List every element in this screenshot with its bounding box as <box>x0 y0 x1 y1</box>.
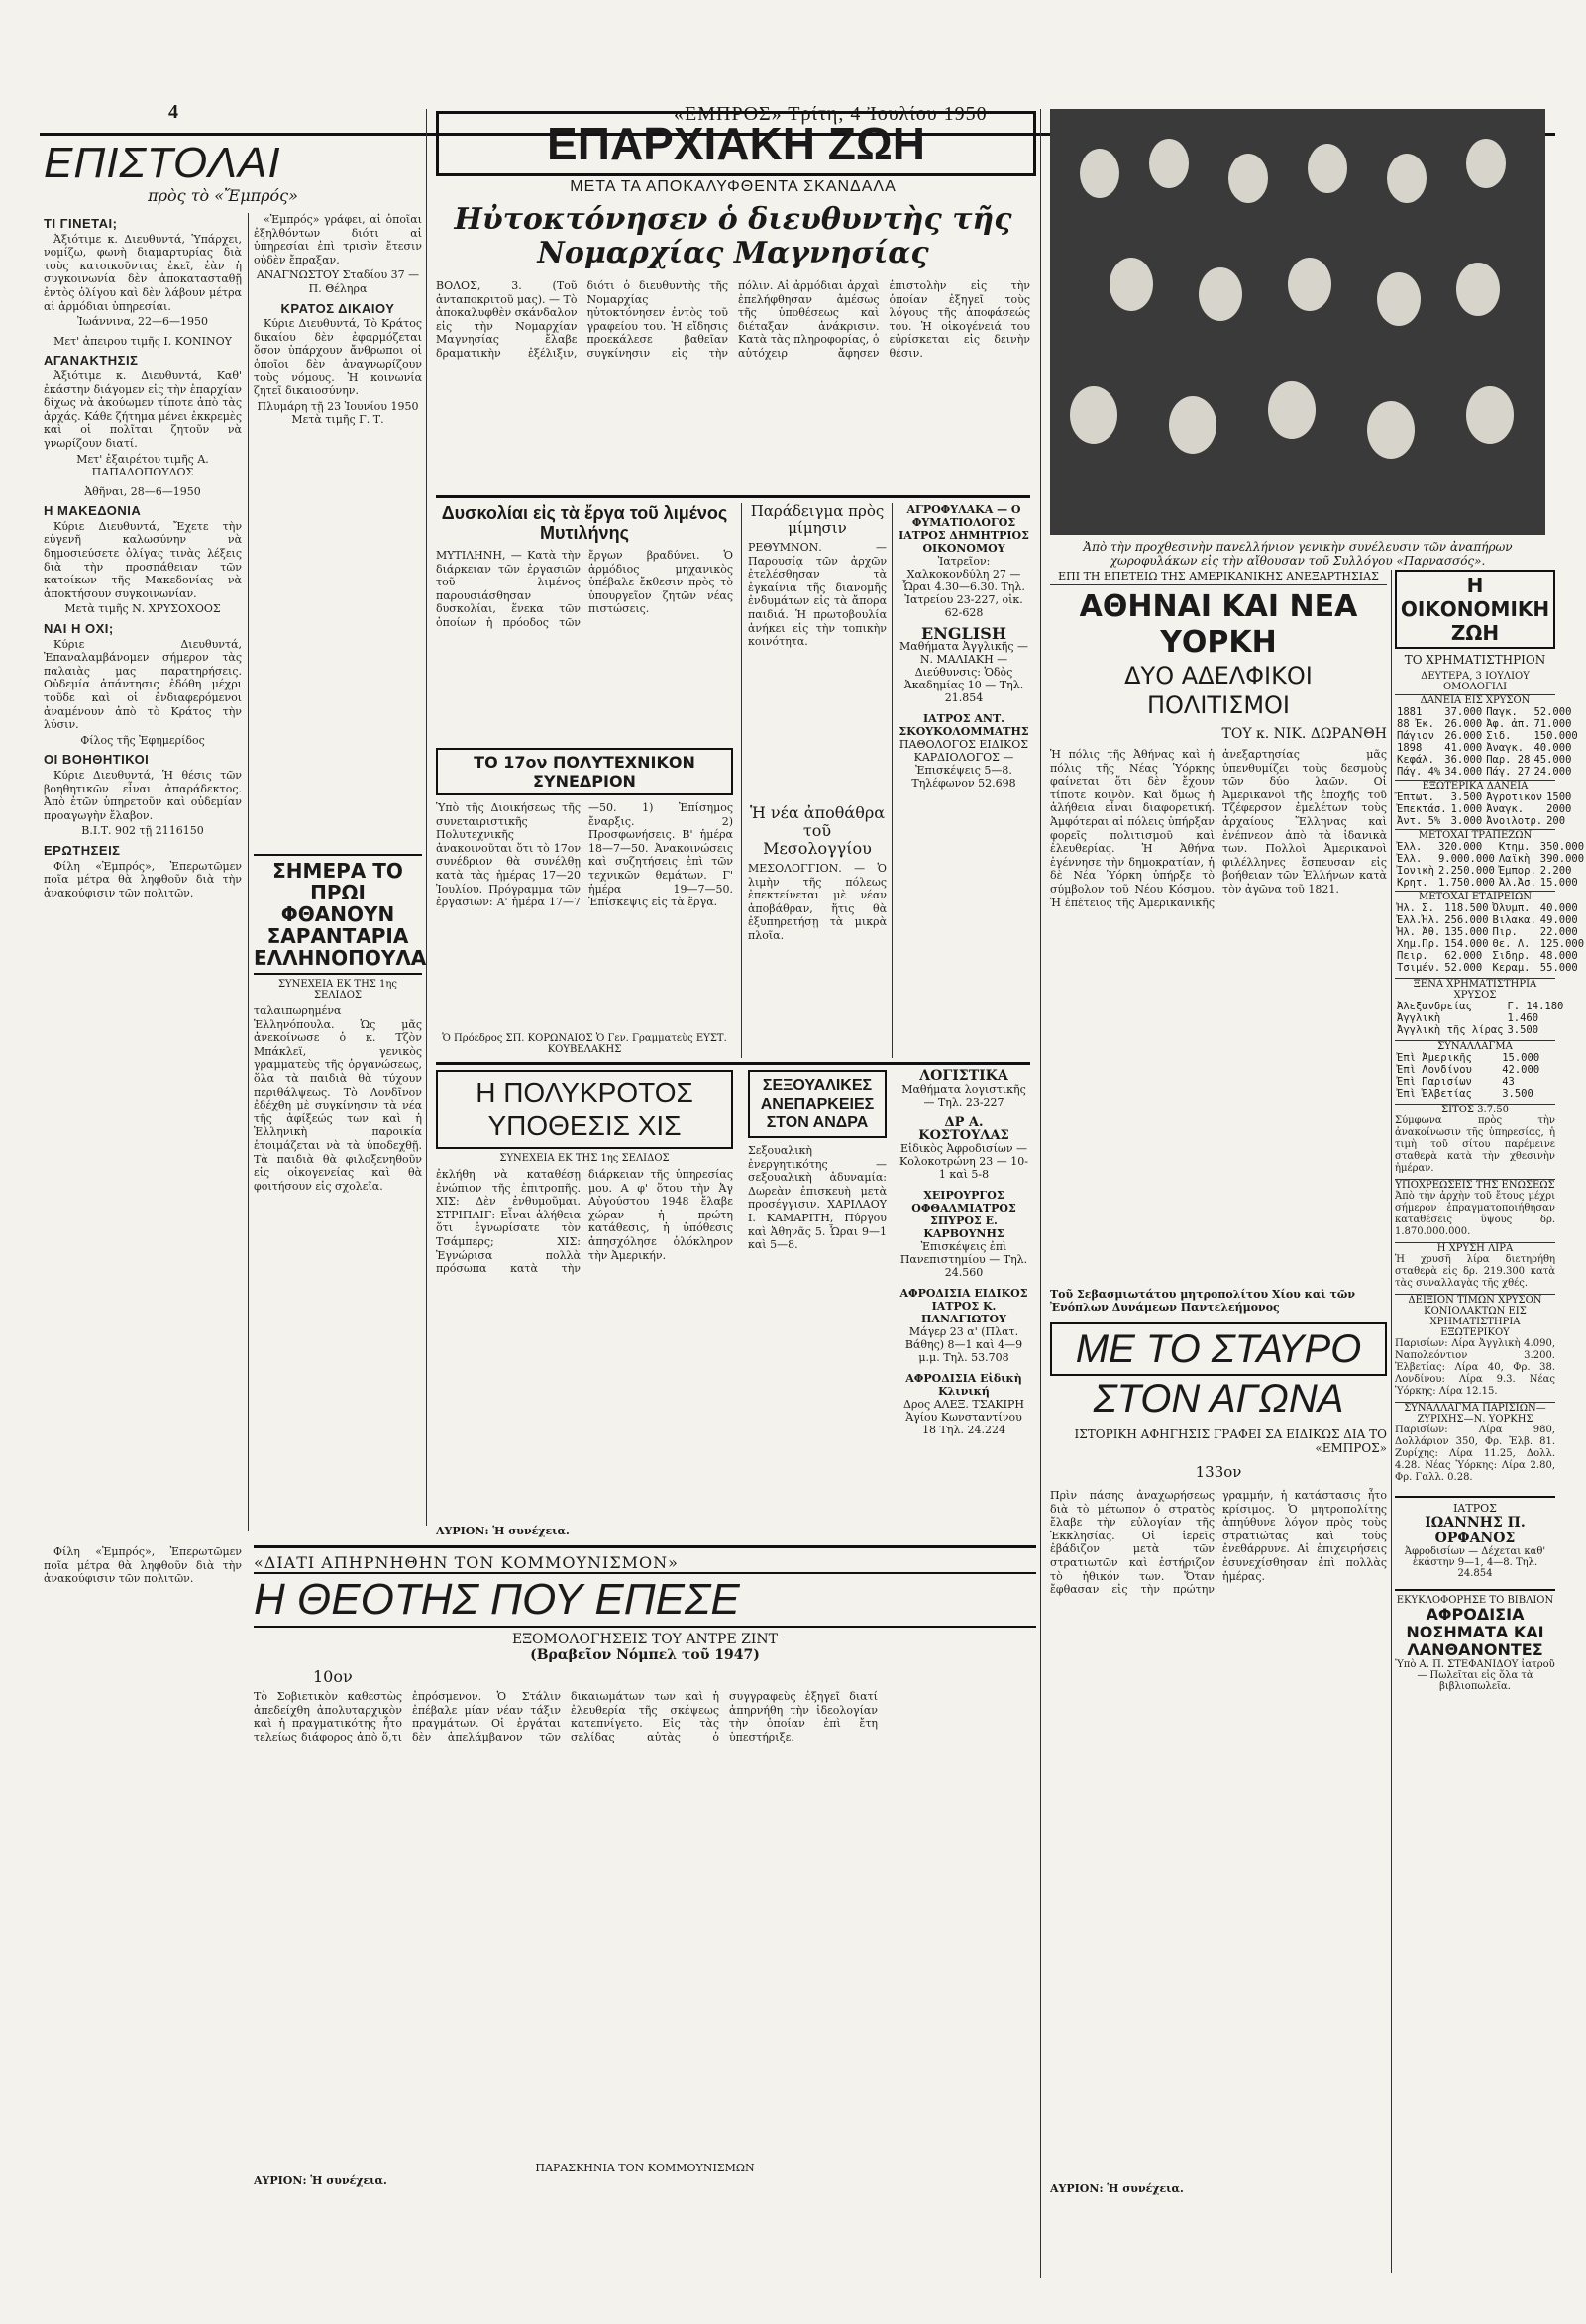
bishop-caption: Τοῦ Σεβασμιωτάτου μητροπολίτου Χίου καὶ τῶν Ἐνόπλων Δυνάμεων Παντελεήμονος <box>1050 1288 1355 1314</box>
table-row: Ἐπὶ Ἑλβετίας 3.500 <box>1397 1088 1533 1100</box>
communism-subtitle: ΕΞΟΜΟΛΟΓΗΣΕΙΣ ΤΟΥ ΑΝΤΡΕ ΖΙΝΤ <box>511 1632 778 1647</box>
ad-body: Σεξουαλικὴ ἐνεργητικότης — σεξουαλικὴ ἀδυναμία: Δωρεὰν ἐπισκευὴ μετὰ προσέγγισιν. ΧΑΡΙΛΑΟΥ Ι. ΚΑΜΑΡΙΤΗ, Πύργου καὶ Ἀθηνᾶς 5. Ὧραι 9—1 καὶ 5—8. <box>748 1144 887 1252</box>
banks-title: ΜΕΤΟΧΑΙ ΤΡΑΠΕΖΩΝ <box>1395 829 1555 841</box>
page-number: 4 <box>168 101 178 123</box>
grain-body: Σύμφωνα πρὸς τὴν ἀνακοίνωσιν τῆς ὑπηρεσίας, ἡ τιμὴ τοῦ σίτου παρέμεινε σταθερὰ κατὰ τὴν χθεσινὴν ἡμέραν. <box>1395 1115 1555 1174</box>
ad-title: ΛΟΓΙΣΤΙΚΑ <box>919 1068 1008 1084</box>
banks-table <box>1395 841 1586 889</box>
cross-installment: 133ον <box>1195 1463 1242 1481</box>
grain-title: ΣΙΤΟΣ 3.7.50 <box>1395 1104 1555 1115</box>
ext-loans-title: ΕΞΩΤΕΡΙΚΑ ΔΑΝΕΙΑ <box>1395 780 1555 792</box>
letter-body: Ἀξιότιμε κ. Διευθυντά, Καθ' ἐκάστην διάγομεν εἰς τὴν ἐπαρχίαν δίχως νὰ ἀκούωμεν τίποτε ἀπὸ τὰς ἀρχάς. Κάθε ζήτημα μένει ἐκκρεμὲς καὶ οἱ πολῖται ζητοῦν νὰ γνωρίζουν διατί. <box>44 369 242 450</box>
communism-installment: 10ον <box>313 1667 353 1686</box>
ad-body: ΠΑΘΟΛΟΓΟΣ ΕΙΔΙΚΟΣ ΚΑΡΔΙΟΛΟΓΟΣ — Ἐπισκέψεις 5—8. Τηλέφωνον 52.698 <box>899 738 1029 790</box>
letter-item <box>44 504 242 616</box>
congress-article <box>436 748 733 1055</box>
cyprus-byline: ΣΥΝΕΧΕΙΑ ΕΚ ΤΗΣ 1ης ΣΕΛΙΔΟΣ <box>277 979 398 1001</box>
chis-continuation: ΑΥΡΙΟΝ: Ἡ συνέχεια. <box>436 1525 570 1537</box>
table-row: 88 Ἐκ. 26.000 Ἀφ. ἀπ. 71.000 <box>1397 718 1572 730</box>
loans-table <box>1395 706 1580 778</box>
table-row: Ἐλλ.Ἠλ. 256.000 Βιλακα. 49.000 <box>1397 914 1578 926</box>
ad-title: ΑΦΡΟΔΙΣΙΑ ΝΟΣΗΜΑΤΑ ΚΑΙ ΛΑΝΘΑΝΟΝΤΕΣ <box>1406 1605 1544 1659</box>
letter-sign: Μετὰ τιμῆς Ν. ΧΡΥΣΟΧΟΟΣ <box>64 602 221 616</box>
cross-subtitle: ΙΣΤΟΡΙΚΗ ΑΦΗΓΗΣΙΣ ΓΡΑΦΕΙ ΣΑ ΕΙΔΙΚΩΣ ΔΙΑ ΤΟ «ΕΜΠΡΟΣ» <box>1074 1427 1387 1455</box>
example-article <box>748 503 887 1058</box>
table-row: Ἐλλ. 9.000.000 Λαϊκὴ 390.000 <box>1397 853 1585 865</box>
letter-title: ΝΑΙ Η ΟΧΙ; <box>44 621 114 637</box>
communism-body: Τὸ Σοβιετικὸν καθεστὼς ἀπεδείχθη ἀπολυταρχικὸν καὶ ἡ πραγματικότης ἦτο τελείως διάφορος ἀπὸ ὅ,τι ἐπρόσμενον. Ὁ Στάλιν ἐπέβαλε μίαν νέαν τάξιν πραγμάτων. Οἱ ἐργάται δὲν ἀπελάμβανον τῶν δικαιωμάτων των καὶ ἡ ἐλευθερία τῆς σκέψεως κατεπνίγετο. Εἰς τὰς σελίδας αὐτὰς ὁ συγγραφεὺς ἐξηγεῖ διατί ἀπηρνήθη τὴν ἰδεολογίαν τὴν ὁποίαν ἐπὶ ἔτη ὑπεστήριξε. <box>254 1690 878 1743</box>
table-row: Χημ.Πρ. 154.000 Θε. Λ. 125.000 <box>1397 938 1585 950</box>
letter-title: ΑΓΑΝΑΚΤΗΣΙΣ <box>44 353 139 369</box>
mytilene-title: Δυσκολίαι εἰς τὰ ἔργα τοῦ λιμένος Μυτιλήνης <box>441 503 728 543</box>
letters-column-2 <box>254 213 422 847</box>
communism-prize: (Βραβεῖον Νόμπελ τοῦ 1947) <box>530 1647 760 1663</box>
letter-date: Ἰωάννινα, 22—6—1950 <box>77 315 208 329</box>
main-kicker: ΜΕΤΑ ΤΑ ΑΠΟΚΑΛΥΦΘΕΝΤΑ ΣΚΑΝΔΑΛΑ <box>570 178 897 195</box>
table-row: Ἀντ. 5% 3.000 Ἀνοιλοτρ. 200 <box>1397 815 1566 827</box>
cyprus-title: ΣΗΜΕΡΑ ΤΟ ΠΡΩΙ ΦΘΑΝΟΥΝ ΣΑΡΑΝΤΑΡΙΑ ΕΛΛΗΝΟΠΟΥΛΑ <box>254 854 422 975</box>
col2-signature: ΑΝΑΓΝΩΣΤΟΥ Σταδίου 37 — Π. Θέληρα <box>256 268 420 295</box>
ny-title: ΔΕΙΞΙΟΝ ΤΙΜΩΝ ΧΡΥΣΟΝ ΚΟΝΙΟΛΑΚΤΩΝ ΕΙΣ ΧΡΗΜΑΤΙΣΤΗΡΙΑ ΕΞΩΤΕΡΙΚΟΥ <box>1395 1294 1555 1338</box>
column-rule <box>892 503 893 1058</box>
letter-title: ΕΡΩΤΗΣΕΙΣ <box>44 842 121 858</box>
exchange-table <box>1395 1052 1555 1100</box>
table-row: Ἰονικὴ 2.250.000 Ἐμπορ. 2.200 <box>1397 865 1572 877</box>
table-row: Ἠλ. Ἀθ. 135.000 Πιρ. 22.000 <box>1397 926 1578 938</box>
column-rule <box>1040 109 1041 2278</box>
letter-item <box>44 844 242 899</box>
example-title: Παράδειγμα πρὸς μίμησιν <box>750 502 885 537</box>
photo-group <box>1050 109 1545 535</box>
cross-continuation: ΑΥΡΙΟΝ: Ἡ συνέχεια. <box>1050 2182 1184 2195</box>
chis-byline: ΣΥΝΕΧΕΙΑ ΕΚ ΤΗΣ 1ης ΣΕΛΙΔΟΣ <box>499 1153 670 1164</box>
ad-title: ΙΑΤΡΟΣ ΑΝΤ. ΣΚΟΥΚΟΛΟΜΜΑΤΗΣ <box>899 712 1029 738</box>
table-row: Ἔπτωτ. 3.500 Ἀγροτικὸν 1500 <box>1397 792 1572 803</box>
ad-weakness <box>748 1070 887 1367</box>
table-row: Ἀγγλικὴ τῆς λίρας 3.500 <box>1397 1024 1539 1036</box>
photo-caption: Ἀπὸ τὴν προχθεσινὴν πανελλήνιον γενικὴν συνέλευσιν τῶν ἀναπήρων χωροφυλάκων εἰς τὴν αἴθουσαν τοῦ Συλλόγου «Παρνασσός». <box>1083 540 1513 568</box>
congress-body: Ὑπὸ τῆς Διοικήσεως τῆς συνεταιριστικῆς Πολυτεχνικῆς ἀνακοινοῦται ὅτι τὸ 17ον συνέδριον θὰ συνέλθῃ κατὰ τὰς ἡμέρας 17—20 Ἰουλίου. Πρόγραμμα τῶν ἐργασιῶν: Α' ἡμέρα 17—7—50. 1) Ἐπίσημος ἔναρξις. 2) Προσφωνήσεις. Β' ἡμέρα 18—7—50. Ἀνακοινώσεις καὶ συζητήσεις ἐπὶ τῶν τεχνικῶν θεμάτων. Γ' ἡμέρα 19—7—50. Ἐπίσκεψις εἰς τὰ ἔργα. <box>436 801 733 909</box>
letters-subheading: πρὸς τὸ «Ἔμπρός» <box>148 186 298 205</box>
table-row: Ἐπεκτάσ. 1.000 Ἀναγκ. 2000 <box>1397 803 1572 815</box>
ads-column <box>898 503 1030 1058</box>
letter-body: Ἀξιότιμε κ. Διευθυντά, Ὑπάρχει, νομίζω, φωνὴ διαμαρτυρίας διὰ τοὺς κατοικοῦντας ἐκεῖ, ἐὰν ἡ συγκοινωνία δὲν ἀποκατασταθῇ ἐντὸς ὀλίγου καὶ δὲν λάβουν μέτρα αἱ ἀρμόδιαι ὑπηρεσίαι. <box>44 232 242 313</box>
letter-item <box>44 753 242 838</box>
cyprus-body: ταλαιπωρημένα Ἑλληνόπουλα. Ὡς μᾶς ἀνεκοίνωσε ὁ κ. Τζὸν Μπάκλεϊ, γενικὸς γραμματεὺς τῆς ὀργανώσεως, ὅλα τὰ παιδιὰ θὰ τύχουν περιθάλψεως. Τὸ Λονδῖνον ἐδέχθη μὲ συγκίνησιν τὰ νέα τῆς ἀφίξεώς των καὶ ἡ Ἑλληνικὴ παροικία ἑτοιμάζεται νὰ τὰ ὑποδεχθῇ. Τὰ παιδιὰ θὰ φιλοξενηθοῦν εἰς οἰκογενείας καὶ θὰ φοιτήσουν εἰς σχολεῖα. <box>254 1004 422 1193</box>
ad-body: Μαθήματα λογιστικῆς — Τηλ. 23-227 <box>901 1083 1026 1109</box>
letter-item <box>44 217 242 348</box>
table-row: Ἠλ. Σ. 118.500 Ὀλυμπ. 40.000 <box>1397 902 1578 914</box>
communism-footer: ΠΑΡΑΣΚΗΝΙΑ ΤΟΝ ΚΟΜΜΟΥΝΙΣΜΩΝ <box>535 2162 755 2174</box>
america-article <box>1050 570 1387 1283</box>
ad-kicker: ΙΑΤΡΟΣ <box>1453 1502 1497 1515</box>
ad-title: ΙΩΑΝΝΗΣ Π. ΟΡΦΑΝΟΣ <box>1425 1515 1526 1546</box>
ad-doctor <box>898 503 1030 619</box>
congress-title: ΤΟ 17ον ΠΟΛΥΤΕΧΝΙΚΟΝ ΣΥΝΕΔΡΙΟΝ <box>436 748 733 795</box>
ad-doctor <box>898 1116 1030 1181</box>
table-row: Πάγ. 4% 34.000 Πάγ. 27 24.000 <box>1397 766 1572 778</box>
example-subbody: ΜΕΣΟΛΟΓΓΙΟΝ. — Ὁ λιμὴν τῆς πόλεως ἐπεκτείνεται μὲ νέαν ἀποβάθραν, ἥτις θὰ ἐξυπηρετήσῃ τὰ μικρὰ πλοῖα. <box>748 862 887 942</box>
ad-book <box>1395 1589 1555 1692</box>
ad-title: ENGLISH <box>921 624 1006 643</box>
main-body: ΒΟΛΟΣ, 3. (Τοῦ ἀνταποκριτοῦ μας). — Τὸ ἀποκαλυφθὲν σκάνδαλον εἰς τὴν Νομαρχίαν Μαγνησίας ἔλαβε δραματικὴν ἐξέλιξιν, διότι ὁ διευθυντὴς τῆς Νομαρχίας ηὐτοκτόνησεν ἐντὸς τοῦ γραφείου του. Ἡ εἴδησις προεκάλεσε βαθεῖαν συγκίνησιν εἰς τὴν πόλιν. Αἱ ἀρμόδιαι ἀρχαὶ ἐπελήφθησαν ἀμέσως τῆς ὑποθέσεως καὶ διέταξαν ἀνάκρισιν. Κατὰ τὰς πληροφορίας, ὁ αὐτόχειρ ἄφησεν ἐπιστολὴν εἰς τὴν ὁποίαν ἐξηγεῖ τοὺς λόγους τῆς ἀποφάσεώς του. Ἡ οἰκογένειά του εὑρίσκεται εἰς δεινὴν θέσιν. <box>436 279 1030 360</box>
deposits-body: Ἀπὸ τὴν ἀρχὴν τοῦ ἔτους μέχρι σήμερον ἐπραγματοποιήθησαν καταθέσεις ὕψους δρ. 1.870.000.000. <box>1395 1191 1555 1237</box>
letter-date: Ἀθῆναι, 28—6—1950 <box>84 484 201 498</box>
letter-body: Φίλη «Ἐμπρός», Ἐπερωτῶμεν ποῖα μέτρα θὰ ληφθοῦν διὰ τὴν ἀνακούφισιν τῶν πολιτῶν. <box>44 859 242 899</box>
letter-item <box>44 622 242 747</box>
ad-clinic <box>898 1372 1030 1436</box>
gold-title: ΧΡΥΣΟΣ <box>1453 990 1497 1001</box>
letter-sign: Μετ' ἐξαιρέτου τιμῆς Α. ΠΑΠΑΔΟΠΟΥΛΟΣ <box>76 452 209 479</box>
table-row: 1881 37.000 Παγκ. 52.000 <box>1397 706 1572 718</box>
lira-body: Ἡ χρυσῆ λίρα διετηρήθη σταθερὰ εἰς δρ. 219.300 κατὰ τὰς συναλλαγὰς τῆς χθές. <box>1395 1254 1555 1289</box>
ad-english <box>898 624 1030 704</box>
letter-title: ΤΙ ΓΙΝΕΤΑΙ; <box>44 216 118 231</box>
table-row: Ἀλεξανδρείας Γ. 14.180 <box>1397 1001 1564 1012</box>
companies-table <box>1395 902 1586 974</box>
ads-column-2 <box>898 1070 1030 1526</box>
lira-title: Η ΧΡΥΣΗ ΛΙΡΑ <box>1395 1242 1555 1254</box>
economy-subtitle: ΤΟ ΧΡΗΜΑΤΙΣΤΗΡΙΟΝ <box>1404 653 1546 667</box>
col2-section-sign: Πλυμάρη τῇ 23 Ἰουνίου 1950 Μετὰ τιμῆς Γ. Τ. <box>257 399 419 427</box>
cross-body: Πρὶν πάσης ἀναχωρήσεως διὰ τὸ μέτωπον ὁ στρατὸς ἔλαβε τὴν εὐλογίαν τῆς Ἐκκλησίας. Οἱ ἱερεῖς ἐβάδιζον μετὰ τῶν στρατιωτῶν καὶ ἐστήριζον τὸ ἠθικόν των. Ὅταν ἔφθασαν εἰς τὴν πρώτην γραμμήν, ἡ κατάστασις ἦτο κρίσιμος. Ὁ μητροπολίτης ἀπηύθυνε λόγον πρὸς τοὺς στρατιώτας καὶ τοὺς ἐνεθάρρυνε. Αἱ ἐπιχειρήσεις ἐσυνεχίσθησαν ἐπὶ πολλὰς ἡμέρας. <box>1050 1489 1387 1597</box>
letter-body: Κύριε Διευθυντά, Ἡ θέσις τῶν βοηθητικῶν εἶναι ἀπαράδεκτος. Ἀπὸ ἐτῶν ὑπηρετοῦν καὶ οὐδεμίαν προαγωγὴν ἔλαβον. <box>44 768 242 822</box>
chis-body: ἐκλήθη νὰ καταθέσῃ ἐνώπιον τῆς ἐπιτροπῆς. ΧΙΣ: Δὲν ἐνθυμοῦμαι. ΣΤΡΙΠΛΙΓ: Εἶναι ἀλήθεια ὅτι ἐγνωρίσατε τὸν Τσάμπερς; ΧΙΣ: Ἐγνώρισα πολλὰ πρόσωπα κατὰ τὴν διάρκειαν τῆς ὑπηρεσίας μου. Α φ' ὅτου τὴν Ἀγ Αὐγούστου 1948 ἔλαβε χώραν ἡ πρώτη κατάθεσις, ἡ ὑπόθεσις ἀπησχόλησε ὁλόκληρον τὴν Ἀμερικήν. <box>436 1168 733 1276</box>
section-rule <box>254 1545 1036 1548</box>
communism-kicker: «ΔΙΑΤΙ ΑΠΗΡΝΗΘΗΝ ΤΟΝ ΚΟΜΜΟΥΝΙΣΜΟΝ» <box>254 1553 679 1572</box>
ad-doctor <box>898 1070 1030 1109</box>
america-byline: ΤΟΥ κ. ΝΙΚ. ΔΩΡΑΝΘΗ <box>1221 726 1387 742</box>
cross-title-2: ΣΤΟΝ ΑΓΩΝΑ <box>1093 1377 1344 1421</box>
cross-article <box>1050 1322 1387 2273</box>
economy-title: Η ΟΙΚΟΝΟΜΙΚΗ ΖΩΗ <box>1395 570 1555 649</box>
companies-title: ΜΕΤΟΧΑΙ ΕΤΑΙΡΕΙΩΝ <box>1395 891 1555 902</box>
america-title-1: ΑΘΗΝΑΙ ΚΑΙ ΝΕΑ ΥΟΡΚΗ <box>1079 589 1358 660</box>
ad-body: Μαθήματα Ἀγγλικῆς — Ν. ΜΑΛΙΑΚΗ — Διεύθυνσις: Ὁδὸς Ἀκαδημίας 10 — Τηλ. 21.854 <box>899 640 1028 704</box>
letter-sign: Β.Ι.Τ. 902 τῇ 2116150 <box>81 824 204 838</box>
ad-orfanos <box>1395 1496 1555 1579</box>
fx-body: Παρισίων: Λίρα 980, Δολλάριον 350, Φρ. Ἐλβ. 81. Ζυρίχης: Λίρα 11.25, Δολλ. 4.28. Νέας Ὑόρκης: Λίρα 2.80, Φρ. Γαλλ. 0.28. <box>1395 1425 1555 1483</box>
table-row: Πάγιον 26.000 Σιδ. 150.000 <box>1397 730 1578 742</box>
letters-heading: ΕΠΙΣΤΟΛΑΙ <box>44 139 281 187</box>
table-row: Ἐπὶ Ἀμερικῆς 15.000 <box>1397 1052 1540 1064</box>
ad-doctor <box>898 1189 1030 1279</box>
column-rule <box>741 503 742 1058</box>
ad-body: Μάγερ 23 α' (Πλατ. Βάθης) 8—1 καὶ 4—9 μ.μ. Τηλ. 53.708 <box>904 1325 1023 1364</box>
section-title: ΕΠΑΡΧΙΑΚΗ ΖΩΗ <box>436 111 1036 176</box>
ad-body: Εἰδικὸς Ἀφροδισίων — Κολοκοτρώνη 23 — 10-1 καὶ 5-8 <box>899 1142 1028 1181</box>
letters-continuation: Φίλη «Ἐμπρός», Ἐπερωτῶμεν ποῖα μέτρα θὰ ληφθοῦν διὰ τὴν ἀνακούφισιν τῶν πολιτῶν. <box>44 1545 242 1586</box>
letter-sign: Μετ' ἀπειρου τιμῆς Ι. ΚΟΝΙΝΟΥ <box>53 334 232 348</box>
economy-column <box>1395 570 1585 2273</box>
ad-title: ΑΓΡΟΦΥΛΑΚΑ — Ο ΦΥΜΑΤΙΟΛΟΓΟΣ ΙΑΤΡΟΣ ΔΗΜΗΤΡΙΟΣ ΟΙΚΟΝΟΜΟΥ <box>899 503 1029 555</box>
table-row: Ἀγγλικὴ 1.460 <box>1397 1012 1539 1024</box>
ad-title: ΑΦΡΟΔΙΣΙΑ ΕΙΔΙΚΟΣ ΙΑΤΡΟΣ Κ. ΠΑΝΑΓΙΩΤΟΥ <box>899 1287 1028 1325</box>
letter-body: Κύριε Διευθυντά, Ἔχετε τὴν εὐγενῆ καλωσύνην νὰ δημοσιεύσετε ὀλίγας τινὰς λέξεις διὰ τὴν προσπάθειαν τῶν κατοίκων τῆς Μακεδονίας νὰ ἀποκτήσουν συγκοινωνίαν. <box>44 519 242 600</box>
col2-section-body: Κύριε Διευθυντά, Τὸ Κράτος δικαίου δὲν ἐφαρμόζεται ὅσον ὑπάρχουν ἄνθρωποι οἱ ὁποῖοι δὲν ἀναγνωρίζουν τοὺς νόμους. Ἡ κοινωνία ζητεῖ δικαιοσύνην. <box>254 317 422 398</box>
america-body: Ἡ πόλις τῆς Ἀθήνας καὶ ἡ πόλις τῆς Νέας Ὑόρκης φαίνεται ὅτι δὲν ἔχουν τίποτε κοινὸν. Καὶ ὅμως ἡ ἀλήθεια εἶναι διαφορετική. Ἀμφότεραι αἱ πόλεις ὑπήρξαν φορεῖς πολιτισμοῦ καὶ ἐλευθερίας. Ἡ Ἀθήνα ἐγέννησε τὴν δημοκρατίαν, ἡ δὲ Νέα Ὑόρκη ὑπήρξε τὸ σύμβολον τοῦ Νέου Κόσμου. Ἡ ἐπέτειος τῆς Ἀμερικανικῆς ἀνεξαρτησίας μᾶς ὑπενθυμίζει τοὺς δεσμοὺς τῶν δύο λαῶν. Οἱ Ἀμερικανοὶ τῆς ἐποχῆς τοῦ Τζέφερσον ἐμελέτων τοὺς ἀρχαίους Ἕλληνας καὶ ἐνέπνεον ἀπὸ τὰ ἰδανικὰ των. Πολλοὶ Ἀμερικανοὶ φιλέλληνες ἔσπευσαν εἰς βοήθειαν τῶν Ἑλλήνων κατὰ τὸν ἀγῶνα τοῦ 1821. <box>1050 748 1387 909</box>
gold-table <box>1395 1001 1565 1036</box>
letter-title: ΟΙ ΒΟΗΘΗΤΙΚΟΙ <box>44 752 150 768</box>
deposits-title: ΥΠΟΧΡΕΩΣΕΙΣ ΤΗΣ ΕΝΩΣΕΩΣ <box>1395 1180 1555 1191</box>
ad-body: Ἰατρεῖον: Χαλκοκονδύλη 27 — Ὧραι 4.30—6.30. Τηλ. Ἰατρείου 23-227, οἰκ. 62-628 <box>902 555 1025 619</box>
column-rule <box>248 213 249 1531</box>
letter-sign: Φίλος τῆς Ἐφημερίδος <box>80 733 205 747</box>
loans-title: ΔΑΝΕΙΑ ΕΙΣ ΧΡΥΣΟΝ <box>1395 694 1555 706</box>
ad-doctor <box>898 1287 1030 1364</box>
ad-body: Ὑπὸ Α. Π. ΣΤΕΦΑΝΙΔΟΥ ἰατροῦ — Πωλεῖται εἰς ὅλα τὰ βιβλιοπωλεῖα. <box>1395 1659 1555 1692</box>
table-row: Τσιμέν. 52.000 Κεραμ. 55.000 <box>1397 962 1578 974</box>
ad-body: Ἐπισκέψεις ἐπὶ Πανεπιστημίου — Τηλ. 24.560 <box>899 1240 1028 1279</box>
ad-title: ΣΕΞΟΥΑΛΙΚΕΣ ΑΝΕΠΑΡΚΕΙΕΣ ΣΤΟΝ ΑΝΔΡΑ <box>748 1070 887 1138</box>
cross-title-1: ΜΕ ΤΟ ΣΤΑΥΡΟ <box>1050 1322 1387 1376</box>
table-row: Πειρ. 62.000 Σιδηρ. 48.000 <box>1397 950 1578 962</box>
communism-title: Η ΘΕΟΤΗΣ ΠΟΥ ΕΠΕΣΕ <box>254 1572 1036 1628</box>
table-row: Ἐπὶ Παρισίων 43 <box>1397 1076 1515 1088</box>
mytilene-body: ΜΥΤΙΛΗΝΗ, — Κατὰ τὴν διάρκειαν τῶν ἐργασιῶν τοῦ λιμένος παρουσιάσθησαν δυσκολίαι, ἕνεκα τῶν ὁποίων ἡ πρόοδος τῶν ἔργων βραδύνει. Ὁ ἁρμόδιος μηχανικὸς ὑπέβαλε ἔκθεσιν πρὸς τὸ ὑπουργεῖον ζητῶν νέας πιστώσεις. <box>436 549 733 629</box>
letter-body: Κύριε Διευθυντά, Ἐπαναλαμβάνομεν σήμερον τὰς παλαιὰς μας παρατηρήσεις. Οὐδεμία ἀπάντησις ἐδόθη μέχρι τοῦδε καὶ οἱ ἐνδιαφερόμενοι ἀναμένουν ἀπὸ τὸ Κράτος τὴν λύσιν. <box>44 637 242 732</box>
main-headline: Ηὐτοκτόνησεν ὁ διευθυντὴς τῆς Νομαρχίας Μαγνησίας <box>454 202 1012 270</box>
letter-title: Η ΜΑΚΕΔΟΝΙΑ <box>44 503 142 519</box>
america-kicker: ΕΠΙ ΤΗ ΕΠΕΤΕΙΩ ΤΗΣ ΑΜΕΡΙΚΑΝΙΚΗΣ ΑΝΕΞΑΡΤΗΣΙΑΣ <box>1050 570 1387 585</box>
column-rule <box>1391 570 1392 2273</box>
money-title: ΞΕΝΑ ΧΡΗΜΑΤΙΣΤΗΡΙΑ <box>1395 978 1555 990</box>
letter-item <box>44 354 242 498</box>
chis-article <box>436 1070 733 1535</box>
section-rule <box>436 1062 1030 1065</box>
masthead-title: «ΕΜΠΡΟΣ» Τρίτη, 4 Ἰουλίου 1950 <box>674 103 988 125</box>
table-row: Ἐπὶ Λονδίνου 42.000 <box>1397 1064 1540 1076</box>
table-row: 1898 41.000 Ἀναγκ. 40.000 <box>1397 742 1572 754</box>
column-rule <box>426 109 427 1526</box>
table-row: Κρητ. 1.750.000 Ἀλ.Ἀσ. 15.000 <box>1397 877 1578 889</box>
col2-section-title: ΚΡΑΤΟΣ ΔΙΚΑΙΟΥ <box>280 300 395 316</box>
ny-body: Παρισίων: Λίρα Ἀγγλικὴ 4.090, Ναπολεόντιον 3.200. Ἐλβετίας: Λίρα 40, Φρ. 38. Λονδίνου: Λίρα 9.3. Νέας Ὑόρκης: Λίρα 12.15. <box>1395 1338 1555 1397</box>
ad-title: ΧΕΙΡΟΥΡΓΟΣ ΟΦΘΑΛΜΙΑΤΡΟΣ ΣΠΥΡΟΣ Ε. ΚΑΡΒΟΥΝΗΣ <box>911 1189 1016 1240</box>
col2-intro: «Ἐμπρός» γράφει, αἱ ὁποῖαι ἐξηλθόντων διότι αἱ ὑπηρεσίαι ἐπὶ τρισὶν ἔτεσιν οὐδὲν ἔπραξαν. <box>254 213 422 266</box>
ad-body: Δρος ΑΛΕΞ. ΤΣΑΚΙΡΗ Ἁγίου Κωνσταντίνου 18 Τηλ. 24.224 <box>903 1398 1024 1436</box>
letters-column <box>44 213 242 1531</box>
fx-title: ΣΥΝΑΛΛΑΓΜΑ ΠΑΡΙΣΙΩΝ—ΖΥΡΙΧΗΣ—Ν. ΥΟΡΚΗΣ <box>1395 1402 1555 1425</box>
america-title-2: ΔΥΟ ΑΔΕΛΦΙΚΟΙ ΠΟΛΙΤΙΣΜΟΙ <box>1124 662 1313 719</box>
economy-date: ΔΕΥΤΕΡΑ, 3 ΙΟΥΛΙΟΥ <box>1421 671 1530 682</box>
table-row: Κεφάλ. 36.000 Παρ. 28 45.000 <box>1397 754 1572 766</box>
section-rule <box>436 495 1030 498</box>
chis-title: Η ΠΟΛΥΚΡΟΤΟΣ ΥΠΟΘΕΣΙΣ ΧΙΣ <box>436 1070 733 1149</box>
communism-article <box>254 1553 1036 2276</box>
ad-kicker: ΕΚΥΚΛΟΦΟΡΗΣΕ ΤΟ ΒΙΒΛΙΟΝ <box>1396 1595 1554 1606</box>
ad-doctor <box>898 712 1030 790</box>
exchange-title: ΣΥΝΑΛΛΑΓΜΑ <box>1395 1040 1555 1052</box>
mytilene-article <box>436 503 733 741</box>
example-body: ΡΕΘΥΜΝΟΝ. — Παρουσίᾳ τῶν ἀρχῶν ἐτελέσθησαν τὰ ἐγκαίνια τῆς διανομῆς ἐνδυμάτων εἰς τὰ ἄπορα παιδιά. Ἡ πρωτοβουλία ἀνήκει εἰς τὴν τοπικὴν κοινότητα. <box>748 541 887 649</box>
ad-title: ΑΦΡΟΔΙΣΙΑ Εἰδικὴ Κλινική <box>905 1372 1022 1398</box>
ad-title: ΔΡ Α. ΚΟΣΤΟΥΛΑΣ <box>918 1115 1009 1143</box>
ad-body: Ἀφροδισίων — Δέχεται καθ' ἑκάστην 9—1, 4—8. Τηλ. 24.854 <box>1404 1546 1546 1579</box>
congress-sign: Ὁ Πρόεδρος ΣΠ. ΚΟΡΩΝΑΙΟΣ Ὁ Γεν. Γραμματεὺς ΕΥΣΤ. ΚΟΥΒΕΛΑΚΗΣ <box>442 1033 727 1055</box>
table-row: Ἐλλ. 320.000 Κτημ. 350.000 <box>1397 841 1585 853</box>
example-subtitle: Ἡ νέα ἀποθάθρα τοῦ Μεσολογγίου <box>749 803 886 858</box>
bonds-title: ΟΜΟΛΟΓΙΑΙ <box>1442 682 1508 692</box>
communism-continuation: ΑΥΡΙΟΝ: Ἡ συνέχεια. <box>254 2174 387 2187</box>
ext-loans-table <box>1395 792 1573 827</box>
cyprus-article <box>254 854 427 1528</box>
